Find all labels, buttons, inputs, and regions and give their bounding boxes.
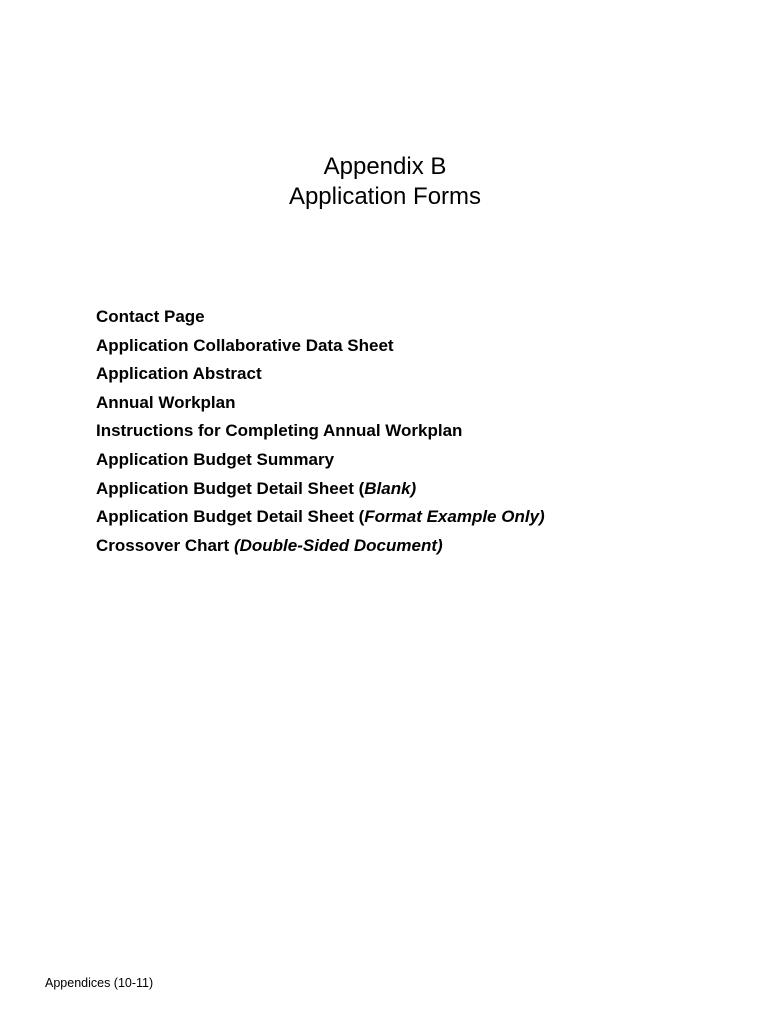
list-item-text: Application Budget Detail Sheet (: [96, 478, 365, 498]
page-title: [0, 152, 770, 212]
list-item-budget-detail-blank: [96, 475, 716, 504]
list-item-text: Application Budget Summary: [96, 449, 335, 469]
list-item-contact-page: [96, 303, 716, 332]
list-item-budget-summary: [96, 446, 716, 475]
forms-list: [96, 303, 716, 560]
list-item-application-abstract: [96, 360, 716, 389]
list-item-text: Crossover Chart: [96, 535, 234, 555]
list-item-collaborative-data-sheet: [96, 332, 716, 361]
list-item-annual-workplan: [96, 389, 716, 418]
list-item-budget-detail-example: [96, 503, 716, 532]
list-item-text: Application Collaborative Data Sheet: [96, 335, 394, 355]
list-item-italic-text: Format Example Only): [364, 507, 545, 527]
list-item-text: Application Abstract: [96, 364, 262, 384]
list-item-italic-text: Blank): [364, 478, 417, 498]
list-item-text: Instructions for Completing Annual Workplan: [96, 421, 463, 441]
title-line-2: Application Forms: [288, 183, 482, 210]
list-item-crossover-chart: [96, 532, 716, 561]
list-item-text: Contact Page: [96, 307, 205, 326]
list-item-text: Application Budget Detail Sheet (: [96, 507, 365, 527]
list-item-workplan-instructions: [96, 417, 716, 446]
list-item-italic-text: (Double-Sided Document): [233, 535, 443, 555]
list-item-text: Annual Workplan: [96, 392, 236, 412]
title-line-1: Appendix B: [323, 153, 447, 180]
page-footer: Appendices (10-11): [45, 976, 154, 990]
